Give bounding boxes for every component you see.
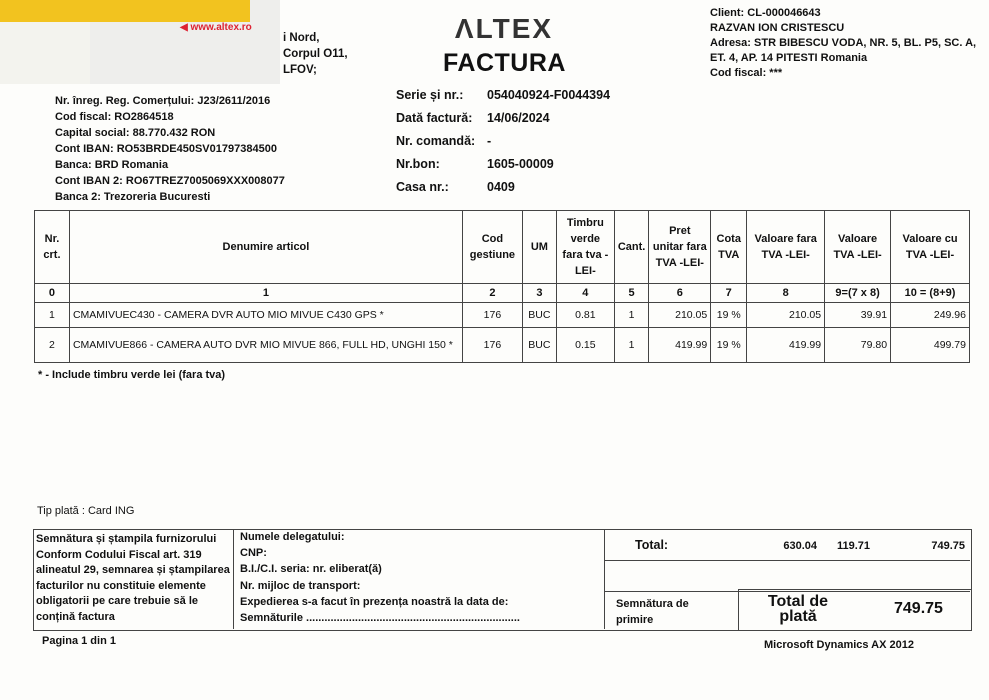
table-row	[35, 303, 970, 328]
footer-software: Microsoft Dynamics AX 2012	[764, 639, 914, 651]
cell-cod: 176	[462, 328, 522, 363]
table-header: UM	[522, 211, 556, 284]
total-label: Total:	[635, 538, 669, 552]
cell-nr: 2	[35, 328, 70, 363]
cell-um: BUC	[522, 328, 556, 363]
delegate-expedition: Expedierea s-a facut în prezența noastră la data de:	[240, 595, 509, 608]
delegate-name: Numele delegatului:	[240, 531, 345, 543]
iban-1: Cont IBAN: RO53BRDE450SV01797384500	[55, 143, 277, 155]
cell-nr: 1	[35, 303, 70, 328]
table-header: Valoare TVA -LEI-	[825, 211, 891, 284]
cell-cu-tva: 499.79	[891, 328, 970, 363]
cell-tva: 39.91	[825, 303, 891, 328]
address-line: Corpul O11,	[283, 48, 348, 60]
iban-2: Cont IBAN 2: RO67TREZ7005069XXX008077	[55, 175, 285, 187]
sticker-url: ◀ www.altex.ro	[180, 22, 252, 33]
table-header: Valoare fara TVA -LEI-	[747, 211, 825, 284]
capital-social: Capital social: 88.770.432 RON	[55, 127, 216, 139]
address-line: i Nord,	[283, 32, 320, 44]
divider	[604, 529, 605, 629]
client-address: Adresa: STR BIBESCU VODA, NR. 5, BL. P5, SC. A, ET. 4, AP. 14 PITESTI Romania	[710, 37, 977, 64]
delegate-bi: B.I./C.I. seria: nr. eliberat(ă)	[240, 563, 382, 576]
invoice-meta	[396, 84, 610, 199]
delegate-cnp: CNP:	[240, 547, 267, 560]
cell-fara-tva: 419.99	[747, 328, 825, 363]
cell-timbru: 0.15	[556, 328, 614, 363]
comanda-value: -	[487, 134, 492, 148]
bank-2: Banca 2: Trezoreria Bucuresti	[55, 191, 211, 203]
delegate-signatures: Semnăturile ......................................................................	[240, 612, 520, 625]
supplier-company-info	[55, 93, 285, 205]
index-cell: 1	[69, 284, 462, 303]
serie-label: Serie și nr.:	[396, 88, 464, 102]
casa-label: Casa nr.:	[396, 180, 449, 194]
index-cell: 4	[556, 284, 614, 303]
delegate-info	[240, 529, 520, 626]
client-cif: Cod fiscal: ***	[710, 67, 783, 79]
index-cell: 2	[462, 284, 522, 303]
table-row	[35, 328, 970, 363]
casa-value: 0409	[487, 180, 515, 194]
table-header: Cant.	[614, 211, 649, 284]
cell-tva: 79.80	[825, 328, 891, 363]
index-cell: 6	[649, 284, 711, 303]
cell-denumire: CMAMIVUE866 - CAMERA AUTO DVR MIO MIVUE 866, FULL HD, UNGHI 150 *	[69, 328, 462, 363]
table-header: Valoare cu TVA -LEI-	[891, 211, 970, 284]
receipt-signature-label: Semnătura de primire	[616, 598, 689, 626]
divider	[604, 560, 970, 561]
bank-1: Banca: BRD Romania	[55, 159, 169, 171]
index-cell: 3	[522, 284, 556, 303]
total-plata-value: 749.75	[894, 600, 943, 617]
sticker-yellow-band	[0, 0, 250, 22]
altex-logo	[448, 12, 560, 44]
cell-cant: 1	[614, 328, 649, 363]
items-table	[34, 210, 970, 363]
total-cu-tva: 749.75	[931, 540, 965, 552]
reg-number: Nr. înreg. Reg. Comerțului: J23/2611/2016	[55, 95, 271, 107]
total-fara-tva: 630.04	[783, 540, 817, 552]
table-header: Denumire articol	[69, 211, 462, 284]
table-header-row	[35, 211, 970, 284]
supplier-signature-cell	[33, 529, 234, 629]
bon-label: Nr.bon:	[396, 157, 440, 171]
invoice-title: FACTURA	[443, 49, 566, 77]
index-cell: 7	[711, 284, 747, 303]
address-line: LFOV;	[283, 64, 317, 76]
svg-text:ΛLTEX: ΛLTEX	[454, 13, 554, 44]
payment-type: Tip plată : Card ING	[37, 505, 135, 517]
green-stamp-note: * - Include timbru verde lei (fara tva)	[38, 369, 226, 381]
table-header: Pret unitar fara TVA -LEI-	[649, 211, 711, 284]
cell-cota: 19 %	[711, 303, 747, 328]
cell-denumire: CMAMIVUEC430 - CAMERA DVR AUTO MIO MIVUE C430 GPS *	[69, 303, 462, 328]
signature-note: Semnătura și ștampila furnizorului Conform Codului Fiscal art. 319 alineatul 29, semnarea și ștampilarea facturilor nu constituie elemente obligatorii pe care trebuie să le conțină factura	[36, 533, 230, 623]
index-cell: 5	[614, 284, 649, 303]
table-header: Timbru verde fara tva -LEI-	[556, 211, 614, 284]
client-name: RAZVAN ION CRISTESCU	[710, 22, 845, 34]
table-header: Cod gestiune	[462, 211, 522, 284]
index-cell: 10 = (8+9)	[891, 284, 970, 303]
client-id: Client: CL-000046643	[710, 7, 821, 19]
serie-value: 054040924-F0044394	[487, 88, 611, 102]
cell-pret: 210.05	[649, 303, 711, 328]
index-cell: 0	[35, 284, 70, 303]
total-plata-label: Total de plată	[767, 593, 829, 625]
client-info	[710, 6, 980, 81]
bon-value: 1605-00009	[487, 157, 554, 171]
cell-pret: 419.99	[649, 328, 711, 363]
comanda-label: Nr. comandă:	[396, 134, 476, 148]
supplier-address	[283, 30, 348, 78]
cell-fara-tva: 210.05	[747, 303, 825, 328]
data-label: Dată factură:	[396, 111, 473, 125]
table-header: Cota TVA	[711, 211, 747, 284]
cell-cant: 1	[614, 303, 649, 328]
page-number: Pagina 1 din 1	[42, 635, 116, 647]
cell-cota: 19 %	[711, 328, 747, 363]
cell-timbru: 0.81	[556, 303, 614, 328]
data-value: 14/06/2024	[487, 111, 550, 125]
table-header: Nr. crt.	[35, 211, 70, 284]
table-index-row	[35, 284, 970, 303]
index-cell: 8	[747, 284, 825, 303]
sticker-faded-strip	[0, 22, 90, 84]
index-cell: 9=(7 x 8)	[825, 284, 891, 303]
cell-cu-tva: 249.96	[891, 303, 970, 328]
cell-cod: 176	[462, 303, 522, 328]
cell-um: BUC	[522, 303, 556, 328]
delegate-transport: Nr. mijloc de transport:	[240, 579, 361, 592]
total-tva: 119.71	[836, 540, 870, 552]
supplier-cif: Cod fiscal: RO2864518	[55, 111, 174, 123]
